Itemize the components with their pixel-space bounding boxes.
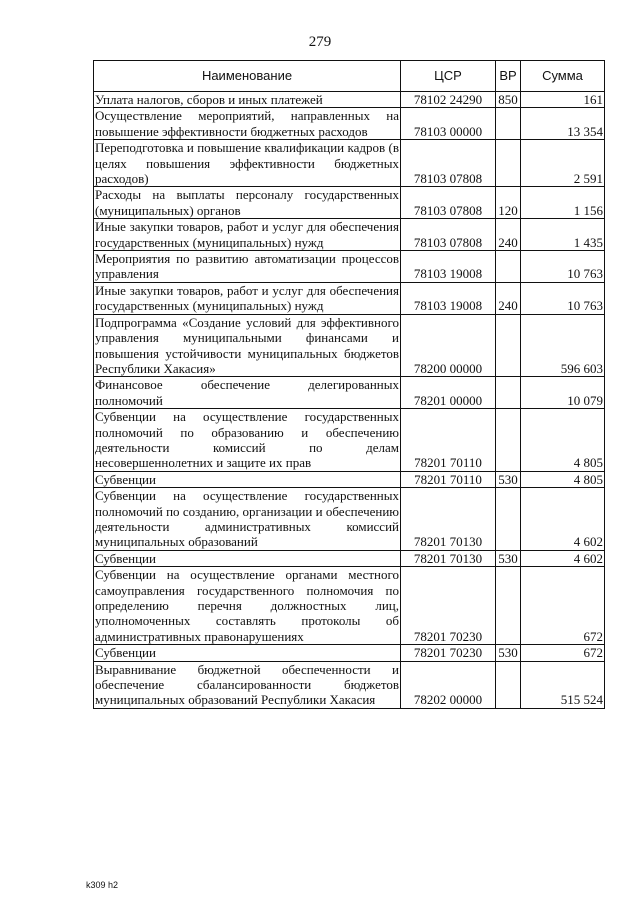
table-row bbox=[94, 219, 605, 251]
row-vr bbox=[496, 409, 521, 472]
row-csr: 78103 07808 bbox=[401, 187, 496, 219]
row-vr bbox=[496, 567, 521, 645]
row-name: Субвенции на осуществление государственных полномочий по созданию, организации и обеспечению деятельности административных комиссий муниципальных образований bbox=[95, 488, 399, 550]
row-vr bbox=[496, 314, 521, 377]
row-sum: 672 bbox=[521, 567, 605, 645]
row-sum: 4 805 bbox=[521, 471, 605, 487]
table-row bbox=[94, 550, 605, 566]
row-name: Финансовое обеспечение делегированных полномочий bbox=[95, 377, 399, 408]
row-sum: 1 156 bbox=[521, 187, 605, 219]
page-number: 279 bbox=[308, 34, 332, 50]
row-vr bbox=[496, 377, 521, 409]
header-name: Наименование bbox=[94, 61, 401, 92]
row-name: Субвенции bbox=[94, 550, 401, 566]
row-vr: 240 bbox=[496, 282, 521, 314]
row-sum: 161 bbox=[521, 92, 605, 108]
table-row bbox=[94, 140, 605, 187]
row-sum: 4 602 bbox=[521, 488, 605, 551]
table-row bbox=[94, 645, 605, 661]
row-name: Субвенции bbox=[94, 645, 401, 661]
row-name: Иные закупки товаров, работ и услуг для обеспечения государственных (муниципальных) нужд bbox=[95, 219, 399, 250]
row-sum: 10 763 bbox=[521, 282, 605, 314]
row-name: Уплата налогов, сборов и иных платежей bbox=[94, 92, 401, 108]
table-row bbox=[94, 108, 605, 140]
table-row bbox=[94, 92, 605, 108]
table-row bbox=[94, 409, 605, 472]
row-name: Подпрограмма «Создание условий для эффективного управления муниципальными финансами и повышения устойчивости муниципальных бюджетов Республики Хакасия» bbox=[95, 314, 399, 376]
row-sum: 4 805 bbox=[521, 409, 605, 472]
row-csr: 78201 70110 bbox=[401, 409, 496, 472]
row-sum: 1 435 bbox=[521, 219, 605, 251]
row-sum: 596 603 bbox=[521, 314, 605, 377]
row-csr: 78201 70230 bbox=[401, 645, 496, 661]
table-row bbox=[94, 567, 605, 645]
row-sum: 10 079 bbox=[521, 377, 605, 409]
table-row bbox=[94, 661, 605, 708]
table-header-row bbox=[94, 61, 605, 92]
row-vr bbox=[496, 661, 521, 708]
row-csr: 78103 19008 bbox=[401, 251, 496, 283]
row-csr: 78102 24290 bbox=[401, 92, 496, 108]
row-name: Мероприятия по развитию автоматизации процессов управления bbox=[95, 251, 399, 282]
row-name: Иные закупки товаров, работ и услуг для обеспечения государственных (муниципальных) нужд bbox=[95, 282, 399, 314]
row-sum: 10 763 bbox=[521, 251, 605, 283]
row-name: Субвенции bbox=[94, 471, 401, 487]
row-vr: 530 bbox=[496, 471, 521, 487]
header-sum: Сумма bbox=[521, 61, 605, 92]
row-csr: 78103 00000 bbox=[401, 108, 496, 140]
table-row bbox=[94, 471, 605, 487]
row-vr bbox=[496, 108, 521, 140]
row-sum: 13 354 bbox=[521, 108, 605, 140]
table-row bbox=[94, 314, 605, 377]
row-csr: 78201 70130 bbox=[401, 488, 496, 551]
row-vr bbox=[496, 251, 521, 283]
row-name: Осуществление мероприятий, направленных на повышение эффективности бюджетных расходов bbox=[95, 108, 399, 139]
budget-table bbox=[93, 60, 605, 709]
row-csr: 78201 70110 bbox=[401, 471, 496, 487]
row-csr: 78103 19008 bbox=[401, 282, 496, 314]
row-csr: 78103 07808 bbox=[401, 219, 496, 251]
row-csr: 78201 00000 bbox=[401, 377, 496, 409]
row-vr bbox=[496, 140, 521, 187]
row-vr: 850 bbox=[496, 92, 521, 108]
row-vr: 240 bbox=[496, 219, 521, 251]
row-name: Субвенции на осуществление государственных полномочий по образованию и обеспечению деятельности комиссий по делам несовершеннолетних и защите их прав bbox=[95, 409, 399, 471]
table-row bbox=[94, 282, 605, 314]
row-csr: 78201 70230 bbox=[401, 567, 496, 645]
header-csr: ЦСР bbox=[401, 61, 496, 92]
row-sum: 4 602 bbox=[521, 550, 605, 566]
row-vr bbox=[496, 488, 521, 551]
row-vr: 530 bbox=[496, 645, 521, 661]
row-name: Выравнивание бюджетной обеспеченности и обеспечение сбалансированности бюджетов муниципальных образований Республики Хакасия bbox=[95, 661, 399, 708]
row-name: Субвенции на осуществление органами местного самоуправления государственного полномочия по определению перечня должностных лиц, уполномоченных составлять протоколы об административных правонарушениях bbox=[95, 567, 399, 644]
row-csr: 78103 07808 bbox=[401, 140, 496, 187]
row-name: Расходы на выплаты персоналу государственных (муниципальных) органов bbox=[95, 187, 399, 218]
row-sum: 672 bbox=[521, 645, 605, 661]
row-csr: 78200 00000 bbox=[401, 314, 496, 377]
row-name: Переподготовка и повышение квалификации кадров (в целях повышения эффективности бюджетных расходов) bbox=[95, 140, 399, 187]
header-vr: ВР bbox=[496, 61, 521, 92]
row-vr: 120 bbox=[496, 187, 521, 219]
table-row bbox=[94, 251, 605, 283]
row-csr: 78201 70130 bbox=[401, 550, 496, 566]
row-sum: 2 591 bbox=[521, 140, 605, 187]
table-row bbox=[94, 488, 605, 551]
row-sum: 515 524 bbox=[521, 661, 605, 708]
table-row bbox=[94, 377, 605, 409]
row-csr: 78202 00000 bbox=[401, 661, 496, 708]
footer-code: k309 h2 bbox=[86, 880, 119, 890]
table-row bbox=[94, 187, 605, 219]
row-vr: 530 bbox=[496, 550, 521, 566]
